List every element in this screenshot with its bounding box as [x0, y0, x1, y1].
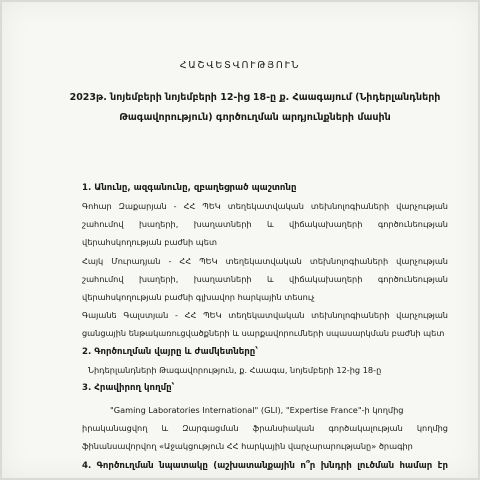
- body-line: "Gaming Laboratories International" (GLI), "Expertise France"-ի կողմից: [110, 405, 404, 415]
- section-2-heading: 2. Գործուղման վայրը և ժամկետները՝: [82, 347, 258, 357]
- section-4-heading: 4. Գործուղման նպատակը (աշխատանքային ո՞ր խնդրի լուծման համար էր: [82, 461, 448, 471]
- body-line: շահումով խաղերի, խաղատների և վիճակախաղերի գործունեության: [82, 274, 448, 284]
- body-line: Նիդերլանդների Թագավորություն, ք. Հաագա, նոյեմբերի 12-ից 18-ը: [88, 365, 382, 375]
- section-3-heading: 3. Հրավիրող կողմը՝: [82, 383, 175, 393]
- body-line: իրականացվող և Զարգացման ֆրանսիական գործակալության կողմից: [82, 423, 448, 433]
- body-line: Գոհար Զաքարյան - ՀՀ ՊԵԿ տեղեկատվական տեխնոլոգիաների վարչության: [82, 201, 448, 211]
- body-line: Գայանե Գալստյան - ՀՀ ՊԵԿ տեղեկատվական տեխնոլոգիաների վարչության: [82, 310, 448, 320]
- document-title: ՀԱՇՎԵՏՎՈՒԹՅՈՒՆ: [179, 60, 301, 71]
- body-line: Հայկ Մուրադյան - ՀՀ ՊԵԿ տեղեկատվական տեխնոլոգիաների վարչության: [82, 256, 448, 266]
- subtitle-line: Թագավորություն) գործուղման արդյունքների մասին: [119, 112, 391, 123]
- body-line: ցանցային ենթակառուցվածքների և սարքավորումների սպասարկման բաժնի պետ: [82, 328, 445, 338]
- body-line: վերահսկողության բաժնի պետ: [82, 237, 217, 247]
- subtitle-line: 2023թ. նոյեմբերի նոյեմբերի 12-ից 18-ը ք. Հաագայում (Նիդերլանդների: [69, 92, 441, 103]
- document-page: [2, 2, 478, 478]
- body-line: շահումով խաղերի, խաղատների և վիճակախաղերի գործունեության: [82, 219, 448, 229]
- body-line: վերահսկողության բաժնի գլխավոր հարկային տեսուչ: [82, 292, 315, 302]
- body-line: ֆինանսավորվող «Աջակցություն ՀՀ հարկային վարչարարությանը» ծրագիր: [82, 441, 413, 451]
- document-subtitle: [62, 88, 448, 128]
- section-1-heading: 1. Անունը, ազգանունը, զբաղեցրած պաշտոնը: [82, 183, 297, 193]
